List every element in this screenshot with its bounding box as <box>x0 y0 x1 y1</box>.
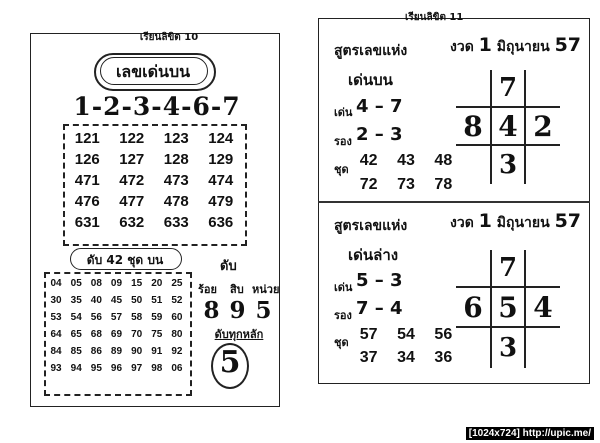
section2-second-label: รอง <box>334 309 352 322</box>
two-digit-cell: 89 <box>110 346 123 357</box>
section1-formula: สูตรเลขแห่ง <box>334 43 408 59</box>
two-digit-cell: 93 <box>50 363 62 374</box>
two-digit-cell: 90 <box>131 346 143 357</box>
two-digit-cell: 56 <box>90 312 102 323</box>
two-digit-cell: 20 <box>151 278 163 289</box>
two-digit-cell: 06 <box>171 363 183 374</box>
two-digit-cell: 40 <box>90 295 102 306</box>
two-digit-cell: 51 <box>151 295 163 306</box>
set-number: 57 <box>359 326 378 343</box>
three-digit-cell: 473 <box>163 172 189 189</box>
digit-header-hundreds: ร้อย <box>198 283 217 296</box>
left-page-label: เรียนลิขิต 10 <box>139 32 199 43</box>
three-digit-cell: 472 <box>119 172 145 189</box>
two-digit-grid <box>46 278 187 374</box>
three-digit-cell: 126 <box>74 151 100 168</box>
two-digit-cell: 68 <box>90 329 102 340</box>
three-digit-cell: 633 <box>163 214 189 231</box>
two-digit-cell: 75 <box>151 329 163 340</box>
three-digit-cell: 128 <box>163 151 189 168</box>
two-digit-cell: 45 <box>110 295 123 306</box>
section1-draw-year: 57 <box>554 34 582 56</box>
set-number: 34 <box>397 349 415 366</box>
two-digit-cell: 94 <box>70 363 82 374</box>
two-digit-cell: 69 <box>110 329 123 340</box>
dub-label: ดับ <box>220 259 237 274</box>
two-digit-cell: 54 <box>70 312 82 323</box>
two-digit-cell: 05 <box>70 278 82 289</box>
two-digit-cell: 84 <box>50 346 62 357</box>
three-digit-cell: 121 <box>74 130 100 147</box>
two-digit-cell: 52 <box>171 295 183 306</box>
cross-right: 4 <box>533 290 553 324</box>
main-sequence: 1-2-3-4-6-7 <box>73 92 241 121</box>
section2-set-label: ชุด <box>334 336 349 349</box>
cross-bottom: 3 <box>498 333 518 363</box>
section1-draw-label: งวด <box>450 39 474 55</box>
cross-top: 7 <box>498 253 518 283</box>
section-divider <box>318 201 590 203</box>
three-digit-cell: 129 <box>208 151 234 168</box>
two-digit-cell: 70 <box>131 329 143 340</box>
section1-heading: เด่นบน <box>348 71 393 89</box>
three-digit-cell: 478 <box>163 193 189 210</box>
section1-draw-date <box>450 34 581 58</box>
cross-bottom: 3 <box>498 150 518 180</box>
cross-left: 6 <box>463 290 483 324</box>
three-digit-cell: 631 <box>74 214 100 231</box>
pair-title: ดับ 42 ชุด บน <box>86 253 164 267</box>
section1-draw-month: มิถุนายน <box>496 39 550 55</box>
section1-second-label: รอง <box>334 135 352 148</box>
set-number: 78 <box>434 176 453 193</box>
cross-center: 4 <box>498 109 518 143</box>
cross-center: 5 <box>498 290 518 324</box>
three-digit-cell: 127 <box>119 151 145 168</box>
section2-lead-label: เด่น <box>334 281 353 294</box>
three-digit-cell: 124 <box>208 130 234 147</box>
two-digit-cell: 30 <box>50 295 62 306</box>
three-digit-cell: 474 <box>208 172 234 189</box>
set-number: 73 <box>397 176 415 193</box>
section1-draw-day: 1 <box>478 34 492 56</box>
digit-header-tens: สิบ <box>230 283 244 296</box>
three-digit-grid <box>65 130 243 231</box>
set-number: 56 <box>434 326 453 343</box>
set-number: 43 <box>397 152 415 169</box>
two-digit-cell: 96 <box>110 363 123 374</box>
two-digit-cell: 09 <box>110 278 123 289</box>
section1-second-value: 2 – 3 <box>356 124 403 145</box>
two-digit-cell: 60 <box>171 312 183 323</box>
dub-digits: 8 9 5 <box>203 297 273 324</box>
two-digit-cell: 58 <box>131 312 143 323</box>
three-digit-cell: 471 <box>74 172 100 189</box>
set-number: 37 <box>359 349 378 366</box>
two-digit-cell: 35 <box>70 295 82 306</box>
three-digit-cell: 636 <box>208 214 234 231</box>
two-digit-cell: 04 <box>50 278 62 289</box>
watermark: [1024x724] http://upic.me/ <box>466 427 594 440</box>
section1-cross <box>456 70 560 184</box>
section1-lead-label: เด่น <box>334 106 353 119</box>
digit-header-units: หน่วย <box>252 283 280 296</box>
section1-set-label: ชุด <box>334 163 349 176</box>
three-digit-cell: 122 <box>119 130 145 147</box>
three-digit-cell: 479 <box>208 193 234 210</box>
set-number: 36 <box>434 349 453 366</box>
two-digit-cell: 80 <box>171 329 183 340</box>
section2-draw-month: มิถุนายน <box>496 215 550 231</box>
section2-lead-value: 5 – 3 <box>356 270 403 291</box>
two-digit-cell: 92 <box>171 346 183 357</box>
section2-set-row2 <box>350 349 462 367</box>
set-number: 42 <box>359 152 378 169</box>
two-digit-cell: 25 <box>171 278 183 289</box>
two-digit-cell: 08 <box>90 278 102 289</box>
right-page-label: เรียนลิขิต 11 <box>405 12 464 23</box>
section2-draw-day: 1 <box>478 210 492 232</box>
three-digit-cell: 477 <box>119 193 145 210</box>
section1-set-row2 <box>350 176 462 194</box>
two-digit-cell: 97 <box>131 363 143 374</box>
set-number: 48 <box>434 152 453 169</box>
cross-right: 2 <box>533 109 553 143</box>
three-digit-cell: 476 <box>74 193 100 210</box>
two-digit-cell: 95 <box>90 363 102 374</box>
section1-set-row1 <box>350 152 462 170</box>
dub-all-label: ดับทุกหลัก <box>214 328 264 341</box>
two-digit-cell: 91 <box>151 346 163 357</box>
two-digit-cell: 50 <box>131 295 143 306</box>
section2-draw-year: 57 <box>554 210 582 232</box>
two-digit-cell: 65 <box>70 329 82 340</box>
left-title: เลขเด่นบน <box>115 62 191 81</box>
three-digit-cell: 632 <box>119 214 145 231</box>
set-number: 72 <box>359 176 378 193</box>
two-digit-cell: 98 <box>151 363 163 374</box>
section2-heading: เด่นล่าง <box>348 246 399 264</box>
dub-all-digit: 5 <box>219 345 241 380</box>
section2-draw-date <box>450 210 581 234</box>
two-digit-cell: 53 <box>50 312 62 323</box>
set-number: 54 <box>397 326 415 343</box>
cross-top: 7 <box>498 73 518 103</box>
section2-cross <box>456 250 560 368</box>
three-digit-cell: 123 <box>163 130 189 147</box>
two-digit-cell: 15 <box>131 278 143 289</box>
two-digit-cell: 57 <box>110 312 123 323</box>
section2-formula: สูตรเลขแห่ง <box>334 218 408 234</box>
section2-draw-label: งวด <box>450 215 474 231</box>
cross-left: 8 <box>463 109 483 143</box>
two-digit-cell: 86 <box>90 346 102 357</box>
two-digit-cell: 85 <box>70 346 82 357</box>
section1-lead-value: 4 – 7 <box>356 96 403 117</box>
two-digit-cell: 59 <box>151 312 163 323</box>
section2-second-value: 7 – 4 <box>356 298 403 319</box>
two-digit-cell: 64 <box>50 329 62 340</box>
section2-set-row1 <box>350 326 462 344</box>
